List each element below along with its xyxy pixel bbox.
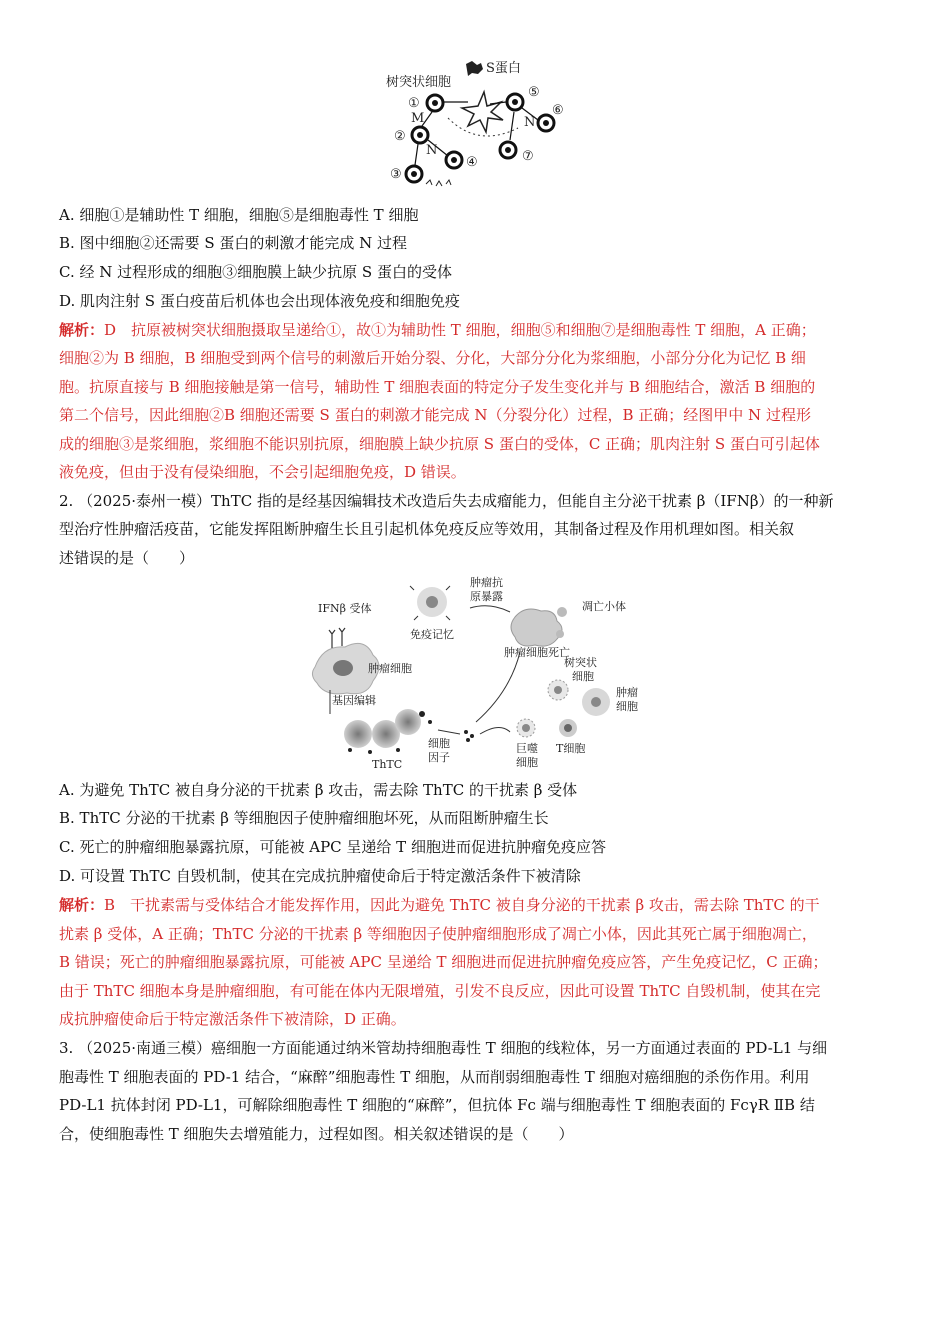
q2-analysis-line-2: 扰素 β 受体，A 正确；ThTC 分泌的干扰素 β 等细胞因子使肿瘤细胞形成了凋亡小体，因此其死亡属于细胞凋亡， [59, 925, 817, 943]
q1-analysis-line-2: 细胞②为 B 细胞，B 细胞受到两个信号的刺激后开始分裂、分化，大部分分化为浆细胞，小部分分化为记忆 B 细 [59, 349, 806, 367]
label-cytokine-1: 细胞 [428, 737, 450, 750]
arrow-to-death [476, 652, 520, 722]
cell-1 [427, 95, 443, 111]
label-m: M [411, 111, 425, 126]
q2-analysis-line-3: B 错误；死亡的肿瘤细胞暴露抗原，可能被 APC 呈递给 T 细胞进而促进抗肿瘤免疫应答，产生免疫记忆，C 正确； [59, 953, 828, 971]
q2-option-b: B. ThTC 分泌的干扰素 β 等细胞因子使肿瘤细胞坏死，从而阻断肿瘤生长 [59, 809, 549, 827]
q2-option-a: A. 为避免 ThTC 被自身分泌的干扰素 β 攻击，需去除 ThTC 的干扰素 β 受体 [59, 781, 578, 799]
label-thtc: ThTC [372, 758, 403, 771]
label-num-1: ① [408, 96, 420, 111]
macrophage-shape [517, 719, 535, 737]
label-s-protein: S蛋白 [486, 61, 521, 76]
q1-analysis-line-1 [59, 320, 816, 340]
label-num-6: ⑥ [552, 103, 564, 118]
q2-analysis-text-1: B 干扰素需与受体结合才能发挥作用，因此为避免 ThTC 被自身分泌的干扰素 β 攻击，需去除 ThTC 的干 [104, 896, 820, 914]
label-n-right: N [524, 115, 536, 130]
label-dendritic-cell: 树突状细胞 [386, 75, 452, 90]
q2-option-d: D. 可设置 ThTC 自毁机制，使其在完成抗肿瘤使命后于特定激活条件下被清除 [59, 867, 581, 885]
cell-4 [446, 152, 462, 168]
q1-analysis-line-4: 第二个信号，因此细胞②B 细胞还需要 S 蛋白的刺激才能完成 N（分裂分化）过程，B 正确；经图甲中 N 过程形 [59, 406, 811, 424]
arrow-to-macrophage [480, 727, 510, 734]
label-dendritic-2: 细胞 [572, 670, 594, 683]
q1-option-a: A. 细胞①是辅助性 T 细胞，细胞⑤是细胞毒性 T 细胞 [59, 206, 419, 224]
label-num-4: ④ [466, 155, 478, 170]
label-num-3: ③ [390, 167, 402, 182]
cell-2 [412, 127, 428, 143]
q3-stem-line-2: 胞毒性 T 细胞表面的 PD-1 结合，“麻醉”细胞毒性 T 细胞，从而削弱细胞毒性 T 细胞对癌细胞的杀伤作用。利用 [59, 1068, 810, 1086]
q1-analysis-line-3: 胞。抗原直接与 B 细胞接触是第一信号，辅助性 T 细胞表面的特定分子发生变化并与 B 细胞结合，激活 B 细胞的 [59, 378, 816, 396]
cytokine-dots [464, 730, 474, 742]
label-cytokine-2: 因子 [428, 751, 450, 764]
cell-7 [500, 142, 516, 158]
label-n-left: N [426, 143, 438, 158]
thtc-cells [344, 709, 432, 754]
q2-stem-line-2: 型治疗性肿瘤活疫苗，它能发挥阻断肿瘤生长且引起机体免疫反应等效用，其制备过程及作用机理如图。相关叙 [59, 520, 795, 538]
label-macrophage-2: 细胞 [516, 756, 538, 769]
q2-stem-line-3: 述错误的是（ ） [59, 549, 195, 567]
q1-analysis-line-6: 液免疫，但由于没有侵染细胞，不会引起细胞免疫，D 错误。 [59, 463, 466, 481]
memory-cell-shape [410, 586, 450, 620]
q2-analysis-line-1 [59, 895, 820, 915]
label-gene-edit: 基因编辑 [332, 694, 376, 707]
q1-option-d: D. 肌肉注射 S 蛋白疫苗后机体也会出现体液免疫和细胞免疫 [59, 292, 460, 310]
t-cell-shape [559, 719, 577, 737]
label-num-7: ⑦ [522, 149, 534, 164]
q2-option-c: C. 死亡的肿瘤细胞暴露抗原，可能被 APC 呈递给 T 细胞进而促进抗肿瘤免疫应答 [59, 838, 606, 856]
dendritic-cell-2-shape [548, 680, 568, 700]
label-macrophage-1: 巨噬 [516, 742, 538, 755]
label-ifn-receptor: IFNβ 受体 [318, 602, 372, 615]
q2-analysis-line-4: 由于 ThTC 细胞本身是肿瘤细胞，有可能在体内无限增殖，引发不良反应，因此可设置 ThTC 自毁机制，使其在完 [59, 982, 821, 1000]
dendritic-cell-shape [462, 92, 503, 132]
label-t-cell: T细胞 [556, 742, 586, 755]
label-antigen-1: 肿瘤抗 [470, 576, 503, 589]
label-tumor-cell2-1: 肿瘤 [616, 686, 638, 699]
arrow-to-antigen [470, 606, 510, 612]
label-apoptotic: 凋亡小体 [582, 600, 626, 613]
label-num-5: ⑤ [528, 85, 540, 100]
q3-stem-line-4: 合，使细胞毒性 T 细胞失去增殖能力，过程如图。相关叙述错误的是（ ） [59, 1125, 574, 1143]
cell-5 [507, 94, 523, 110]
label-num-2: ② [394, 129, 406, 144]
arrow-5-to-7 [510, 112, 514, 140]
q1-option-c: C. 经 N 过程形成的细胞③细胞膜上缺少抗原 S 蛋白的受体 [59, 263, 452, 281]
q3-stem-line-1: 3. （2025·南通三模）癌细胞一方面能通过纳米管劫持细胞毒性 T 细胞的线粒体，另一方面通过表面的 PD-L1 与细 [59, 1039, 828, 1057]
cell-3 [406, 166, 422, 182]
label-tumor-cell: 肿瘤细胞 [368, 662, 412, 675]
antibodies [426, 180, 451, 186]
s-protein-shape [466, 61, 483, 76]
arrow-2-to-3 [415, 144, 418, 165]
ifn-receptor-shape [329, 628, 345, 648]
label-tumor-cell2-2: 细胞 [616, 700, 638, 713]
label-antigen-2: 原暴露 [470, 590, 503, 603]
q2-stem-line-1: 2. （2025·泰州一模）ThTC 指的是经基因编辑技术改造后失去成瘤能力，但能自主分泌干扰素 β（IFNβ）的一种新 [59, 492, 834, 510]
label-memory: 免疫记忆 [410, 628, 454, 641]
q2-analysis-line-5: 成抗肿瘤使命后于特定激活条件下被清除，D 正确。 [59, 1010, 406, 1028]
figure-immune-response [378, 58, 578, 198]
tumor-cell-2-shape [582, 688, 610, 716]
q2-analysis-label: 解析： [59, 896, 105, 914]
label-tumor-death: 肿瘤细胞死亡 [504, 646, 570, 659]
q1-option-b: B. 图中细胞②还需要 S 蛋白的刺激才能完成 N 过程 [59, 234, 408, 252]
arrow-to-cytokines [438, 730, 460, 734]
q3-stem-line-3: PD-L1 抗体封闭 PD-L1，可解除细胞毒性 T 细胞的“麻醉”，但抗体 Fc 端与细胞毒性 T 细胞表面的 FcγR ⅡB 结 [59, 1096, 815, 1114]
apoptotic-tumor-shape [511, 609, 562, 646]
q1-analysis-text-1: D 抗原被树突状细胞摄取呈递给①，故①为辅助性 T 细胞，细胞⑤和细胞⑦是细胞毒性 T 细胞，A 正确； [104, 321, 816, 339]
q1-analysis-label: 解析： [59, 321, 105, 339]
figure-thtc-mechanism [310, 572, 650, 772]
label-dendritic-1: 树突状 [564, 656, 597, 669]
q1-analysis-line-5: 成的细胞③是浆细胞，浆细胞不能识别抗原，细胞膜上缺少抗原 S 蛋白的受体，C 正确；肌肉注射 S 蛋白可引起体 [59, 435, 820, 453]
